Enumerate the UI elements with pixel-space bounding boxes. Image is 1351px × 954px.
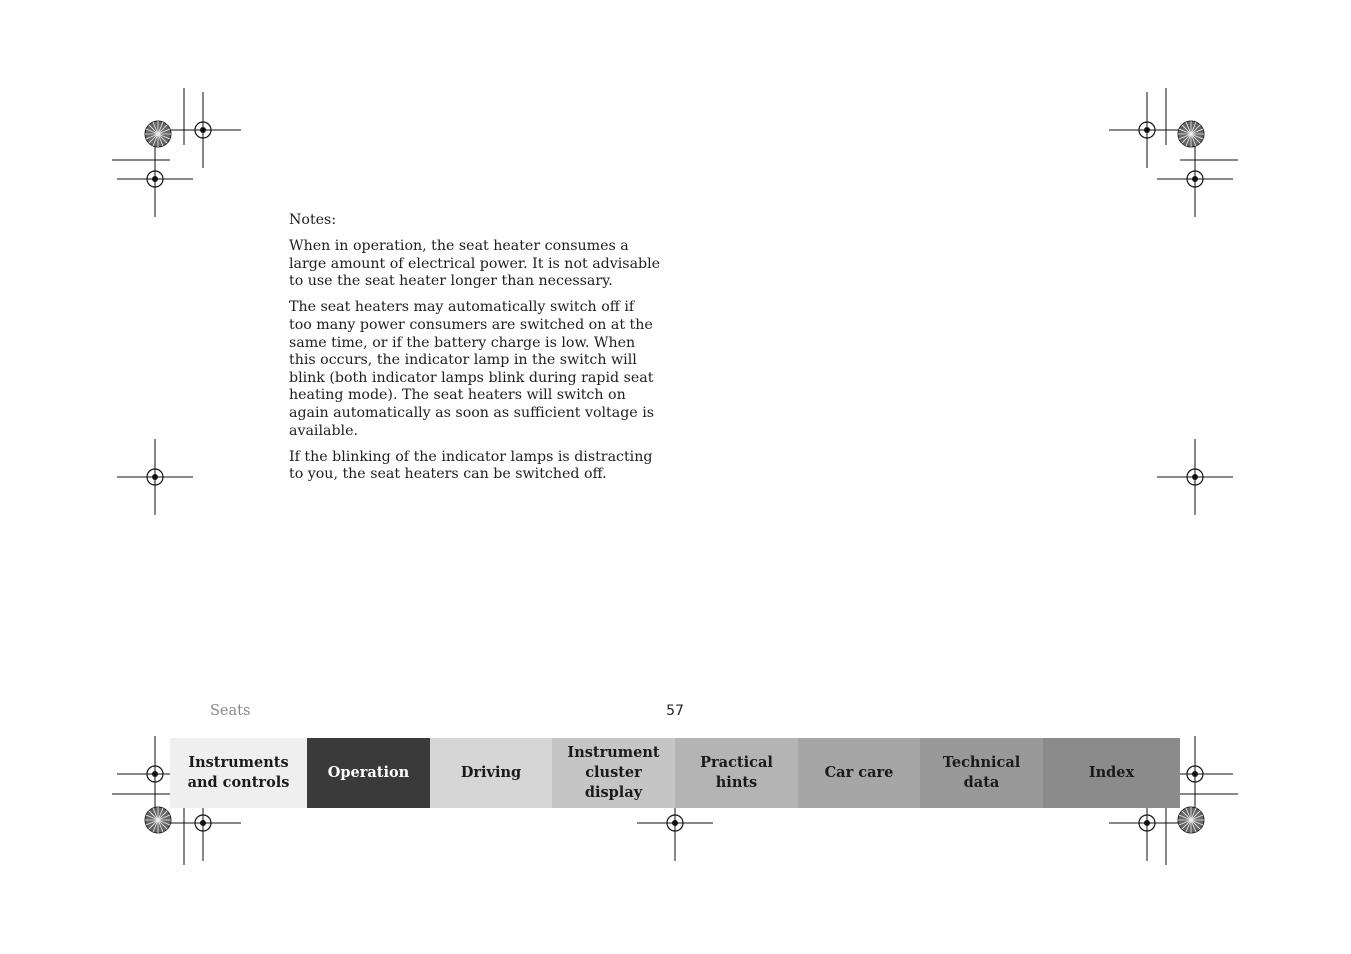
- page-content: [289, 212, 661, 492]
- tab-car-care[interactable]: Car care: [798, 738, 920, 808]
- tab-instruments-and-controls[interactable]: Instruments and controls: [170, 738, 307, 808]
- page-number: 57: [666, 703, 684, 719]
- note-paragraph-auto-switch-off: The seat heaters may automatically switch off if too many power consumers are switched on at the same time, or if the battery charge is low. When this occurs, the indicator lamp in the switch will blink (both indicator lamps blink during rapid seat heating mode). The seat heaters will switch on again automatically as soon as sufficient voltage is available.: [289, 299, 655, 439]
- note-paragraph-blinking: If the blinking of the indicator lamps is distracting to you, the seat heaters can be switched off.: [289, 448, 653, 483]
- chapter-tab-bar: [170, 738, 1180, 808]
- note-paragraph-power-consumption: When in operation, the seat heater consumes a large amount of electrical power. It is not advisable to use the seat heater longer than necessary.: [289, 238, 661, 290]
- tab-driving[interactable]: Driving: [430, 738, 552, 808]
- tab-index[interactable]: Index: [1043, 738, 1180, 808]
- tab-operation[interactable]: Operation: [307, 738, 430, 808]
- tab-instrument-cluster-display[interactable]: Instrument cluster display: [552, 738, 675, 808]
- notes-heading: Notes:: [289, 212, 337, 228]
- section-label: Seats: [210, 703, 251, 719]
- tab-practical-hints[interactable]: Practical hints: [675, 738, 798, 808]
- tab-technical-data[interactable]: Technical data: [920, 738, 1043, 808]
